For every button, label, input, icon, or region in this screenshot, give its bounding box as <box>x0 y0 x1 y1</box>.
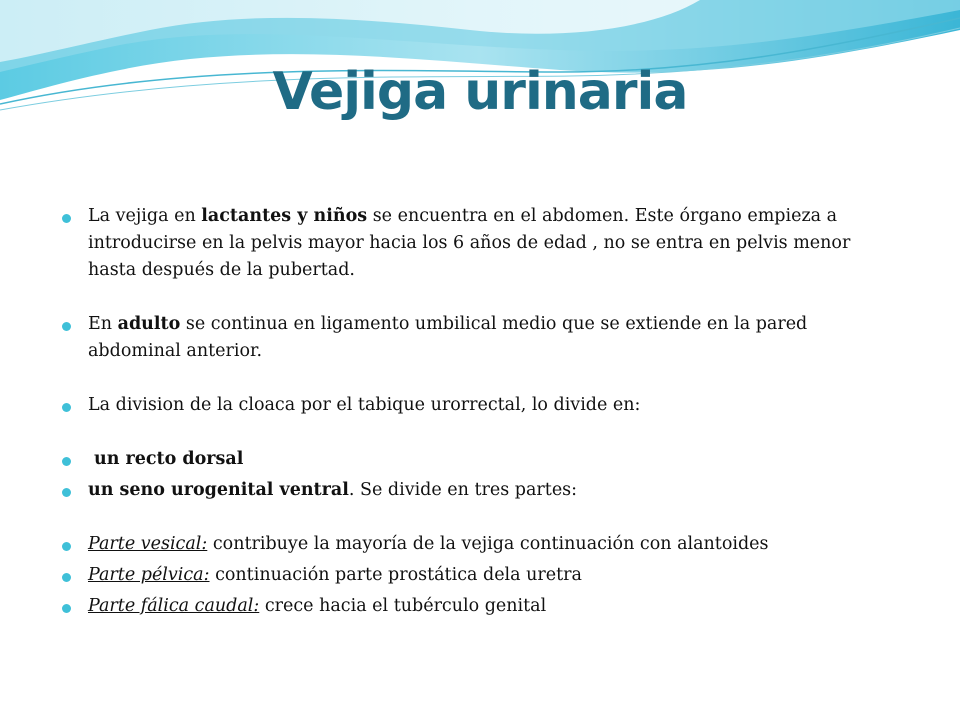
item-bold-text: lactantes y niños <box>201 206 368 226</box>
bullet-icon <box>62 573 71 582</box>
bullet-icon <box>62 403 71 412</box>
item-text: En <box>88 314 118 334</box>
bullet-icon <box>62 214 71 223</box>
list-item <box>62 311 892 365</box>
item-term: Parte fálica caudal: <box>88 596 260 616</box>
item-text: La division de la cloaca por el tabique urorrectal, lo divide en: <box>88 395 641 415</box>
list-item <box>62 203 892 284</box>
item-text: crece hacia el tubérculo genital <box>259 596 547 616</box>
item-text: continuación parte prostática dela uretra <box>209 565 582 585</box>
bullet-list <box>62 203 892 620</box>
list-item <box>62 562 892 589</box>
item-bold-text: un recto dorsal <box>94 449 244 469</box>
item-term: Parte vesical: <box>88 534 208 554</box>
bullet-icon <box>62 604 71 613</box>
item-text: se encuentra en el abdomen. Este órgano empieza a introducirse en la pelvis mayor hacia los 6 años de edad , no se entra en pelvis menor hasta después de la pubertad. <box>88 206 851 280</box>
slide-title: Vejiga urinaria <box>272 62 688 122</box>
item-term: Parte pélvica: <box>88 565 210 585</box>
item-text: La vejiga en <box>88 206 202 226</box>
item-bold-text: un seno urogenital ventral <box>88 480 349 500</box>
item-text: . Se divide en tres partes: <box>348 480 578 500</box>
bullet-icon <box>62 322 71 331</box>
item-bold-text: adulto <box>117 314 181 334</box>
bullet-icon <box>62 488 71 497</box>
item-text: contribuye la mayoría de la vejiga continuación con alantoides <box>207 534 769 554</box>
bullet-icon <box>62 457 71 466</box>
list-item <box>62 531 892 558</box>
list-item <box>62 477 892 504</box>
list-item <box>62 446 892 473</box>
list-item <box>62 593 892 620</box>
item-text: se continua en ligamento umbilical medio que se extiende en la pared abdominal anterior. <box>88 314 808 361</box>
bullet-icon <box>62 542 71 551</box>
list-item <box>62 392 892 419</box>
